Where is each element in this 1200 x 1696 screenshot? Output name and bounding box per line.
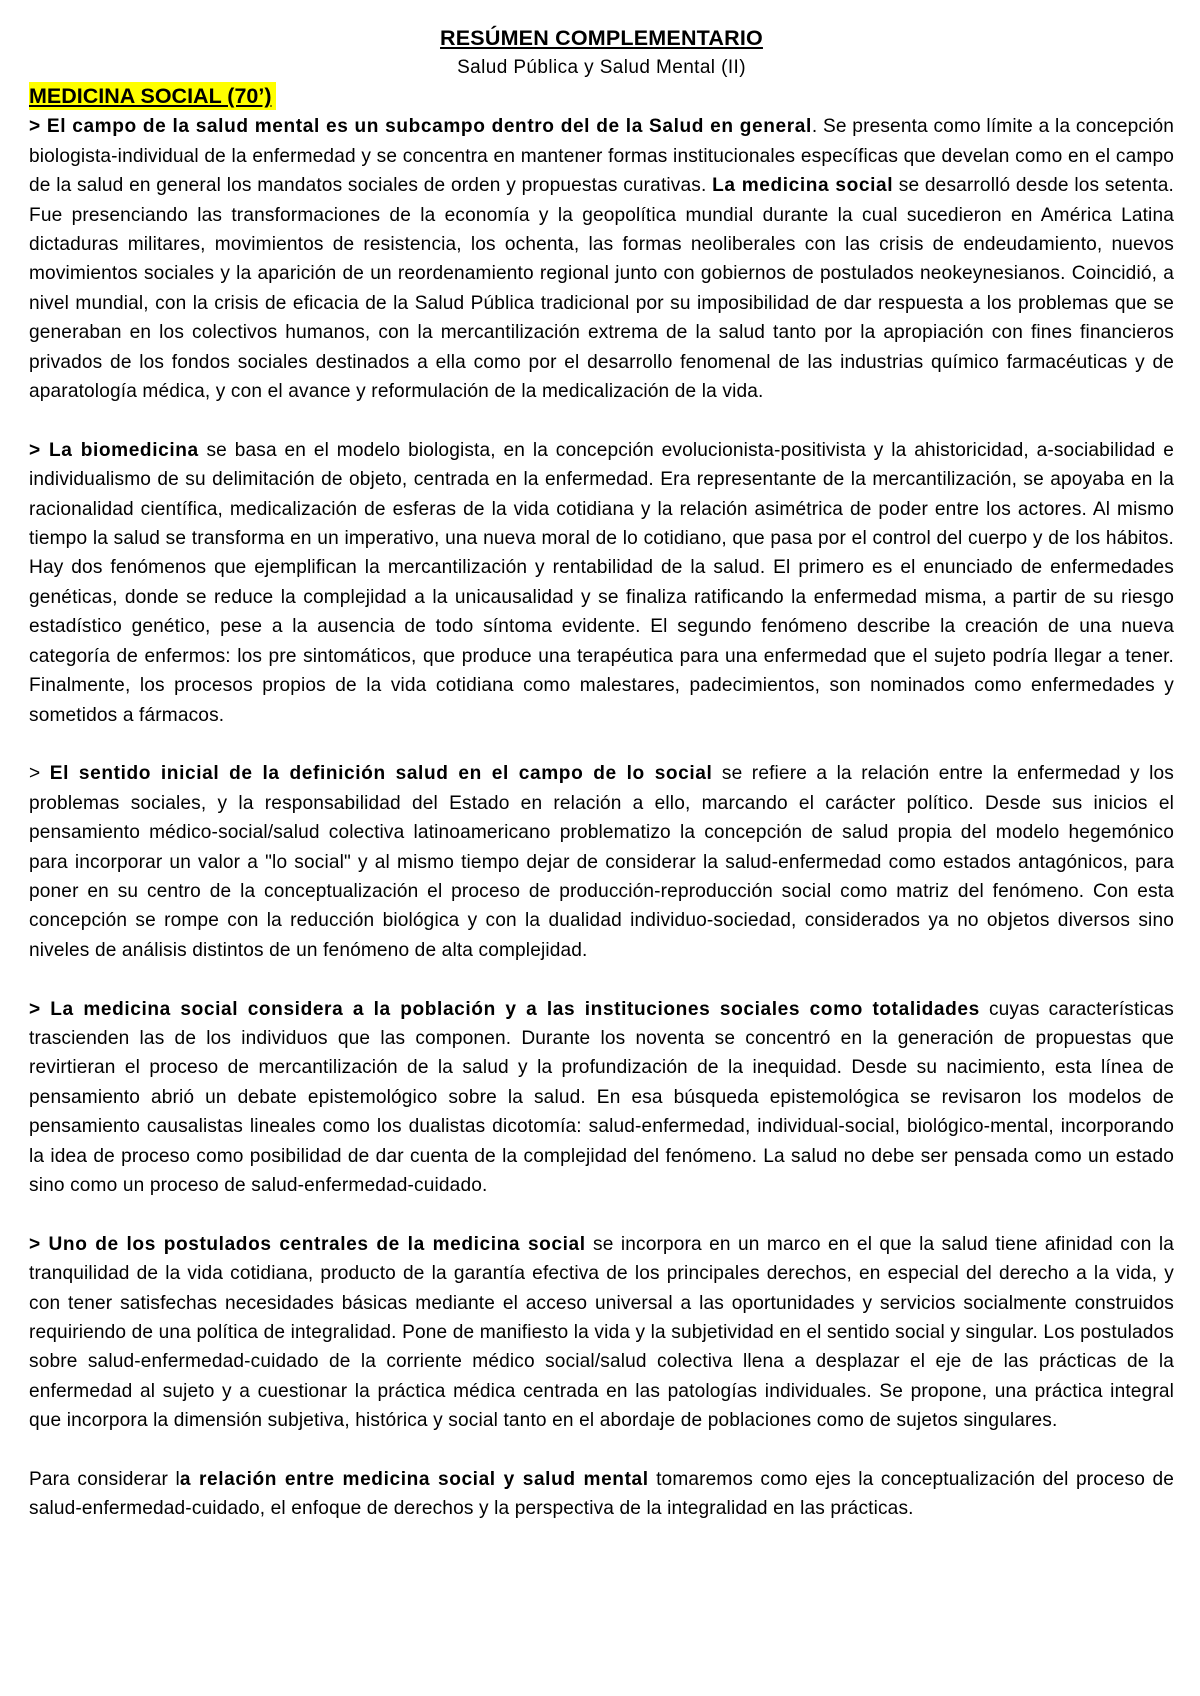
paragraph-biomedicina — [29, 436, 1174, 730]
paragraph-marker: > — [29, 763, 50, 785]
paragraph-sentido-inicial — [29, 759, 1174, 965]
paragraph-lead: > La medicina social considera a la población y a las instituciones sociales como totalidades — [29, 998, 980, 1020]
paragraph-text: cuyas características trascienden las de los individuos que las componen. Durante los noventa se concentró en la generación de propuestas que revirtieran el proceso de mercantilización de la salud y la profundización de la inequidad. Desde su nacimiento, esta línea de pensamiento abrió un debate epistemológico sobre la salud. En esa búsqueda epistemológica se revisaron los modelos de pensamiento causalistas lineales como los dualistas dicotomía: salud-enfermedad, individual-social, biológico-mental, incorporando la idea de proceso como posibilidad de dar cuenta de la complejidad del fenómeno. La salud no debe ser pensada como un estado sino como un proceso de salud-enfermedad-cuidado. — [29, 998, 1175, 1196]
paragraph-lead: El sentido inicial de la definición salud en el campo de lo social — [49, 763, 713, 785]
paragraph-text: . Se presenta como límite a la concepción biologista-individual de la enfermedad y se concentra en mantener formas institucionales específicas que develan como en el campo de la salud en general los mandatos sociales de orden y propuestas curativas. — [29, 116, 1174, 197]
paragraph-totalidades — [29, 995, 1174, 1201]
paragraph-lead: > El campo de la salud mental es un subcampo dentro del de la Salud en general — [29, 116, 812, 138]
paragraph-postulados-centrales — [29, 1230, 1174, 1436]
paragraph-lead: a relación entre medicina social y salud mental — [179, 1469, 649, 1491]
section-heading: MEDICINA SOCIAL (70’) — [29, 82, 276, 110]
paragraph-text: se basa en el modelo biologista, en la concepción evolucionista-positivista y la ahistoricidad, a-sociabilidad e individualismo de su delimitación de objeto, centrada en la enfermedad. Era representante de la mercantilización, se apoyaba en la racionalidad científica, medicalización de esferas de la vida cotidiana y la relación asimétrica de poder entre los actores. Al mismo tiempo la salud se transforma en un imperativo, una nueva moral de lo cotidiano, que pasa por el control del cuerpo y de los hábitos. Hay dos fenómenos que ejemplifican la mercantilización y rentabilidad de la salud. El primero es el enunciado de enfermedades genéticas, donde se reduce la complejidad a la unicausalidad y se finaliza ratificando la enfermedad misma, a partir de su riesgo estadístico genético, pese a la ausencia de todo síntoma evidente. El segundo fenómeno describe la creación de una nueva categoría de enfermos: los pre sintomáticos, que produce una terapéutica para una enfermedad que el sujeto podría llegar a tener. Finalmente, los procesos propios de la vida cotidiana como malestares, padecimientos, son nominados como enfermedades y sometidos a fármacos. — [29, 439, 1174, 726]
paragraph-text: tomaremos como ejes la conceptualización del proceso de salud-enfermedad-cuidado, el enfoque de derechos y la perspectiva de la integralidad en las prácticas. — [29, 1469, 1174, 1520]
paragraph-text: se desarrolló desde los setenta. Fue presenciando las transformaciones de la economía y la geopolítica mundial durante la cual sucedieron en América Latina dictaduras militares, movimientos de resistencia, los ochenta, las formas neoliberales con las crisis de endeudamiento, nuevos movimientos sociales y la aparición de un reordenamiento regional junto con gobiernos de postulados neokeynesianos. Coincidió, a nivel mundial, con la crisis de eficacia de la Salud Pública tradicional por su imposibilidad de dar respuesta a los problemas que se generaban en los colectivos humanos, con la mercantilización extrema de la salud tanto por la apropiación con fines financieros privados de los fondos sociales destinados a ella como por el desarrollo fenomenal de las industrias químico farmacéuticas y de aparatología médica, y con el avance y reformulación de la medicalización de la vida. — [29, 175, 1174, 403]
paragraph-lead: La medicina social — [712, 175, 894, 197]
document-title: RESÚMEN COMPLEMENTARIO — [440, 26, 763, 50]
document-subtitle: Salud Pública y Salud Mental (II) — [457, 57, 746, 78]
paragraph-lead: > La biomedicina — [29, 439, 199, 461]
paragraph-text: se refiere a la relación entre la enfermedad y los problemas sociales, y la responsabilidad del Estado en relación a ello, marcando el carácter político. Desde sus inicios el pensamiento médico-social/salud colectiva latinoamericano problematizo la concepción de salud propia del modelo hegemónico para incorporar un valor a "lo social" y al mismo tiempo dejar de considerar la salud-enfermedad como estados antagónicos, para poner en su centro de la conceptualización el proceso de producción-reproducción social como matriz del fenómeno. Con esta concepción se rompe con la reducción biológica y con la dualidad individuo-sociedad, considerados ya no objetos diversos sino niveles de análisis distintos de un fenómeno de alta complejidad. — [29, 763, 1174, 961]
paragraph-lead: > Uno de los postulados centrales de la medicina social — [29, 1233, 586, 1255]
paragraph-text: Para considerar l — [29, 1469, 180, 1491]
paragraph-text: se incorpora en un marco en el que la salud tiene afinidad con la tranquilidad de la vida cotidiana, producto de la garantía efectiva de los principales derechos, en especial del derecho a la vida, y con tener satisfechas necesidades básicas mediante el acceso universal a las oportunidades y servicios socialmente construidos requiriendo de una política de integralidad. Pone de manifiesto la vida y la subjetividad en el sentido social y singular. Los postulados sobre salud-enfermedad-cuidado de la corriente médico social/salud colectiva llena a desplazar el eje de las prácticas de la enfermedad al sujeto y a cuestionar la práctica médica centrada en las patologías individuales. Se propone, una práctica integral que incorpora la dimensión subjetiva, histórica y social tanto en el abordaje de poblaciones como de sujetos singulares. — [29, 1233, 1174, 1432]
paragraph-relacion-medicina-salud-mental — [29, 1465, 1174, 1524]
paragraph-campo-salud-mental — [29, 112, 1174, 406]
